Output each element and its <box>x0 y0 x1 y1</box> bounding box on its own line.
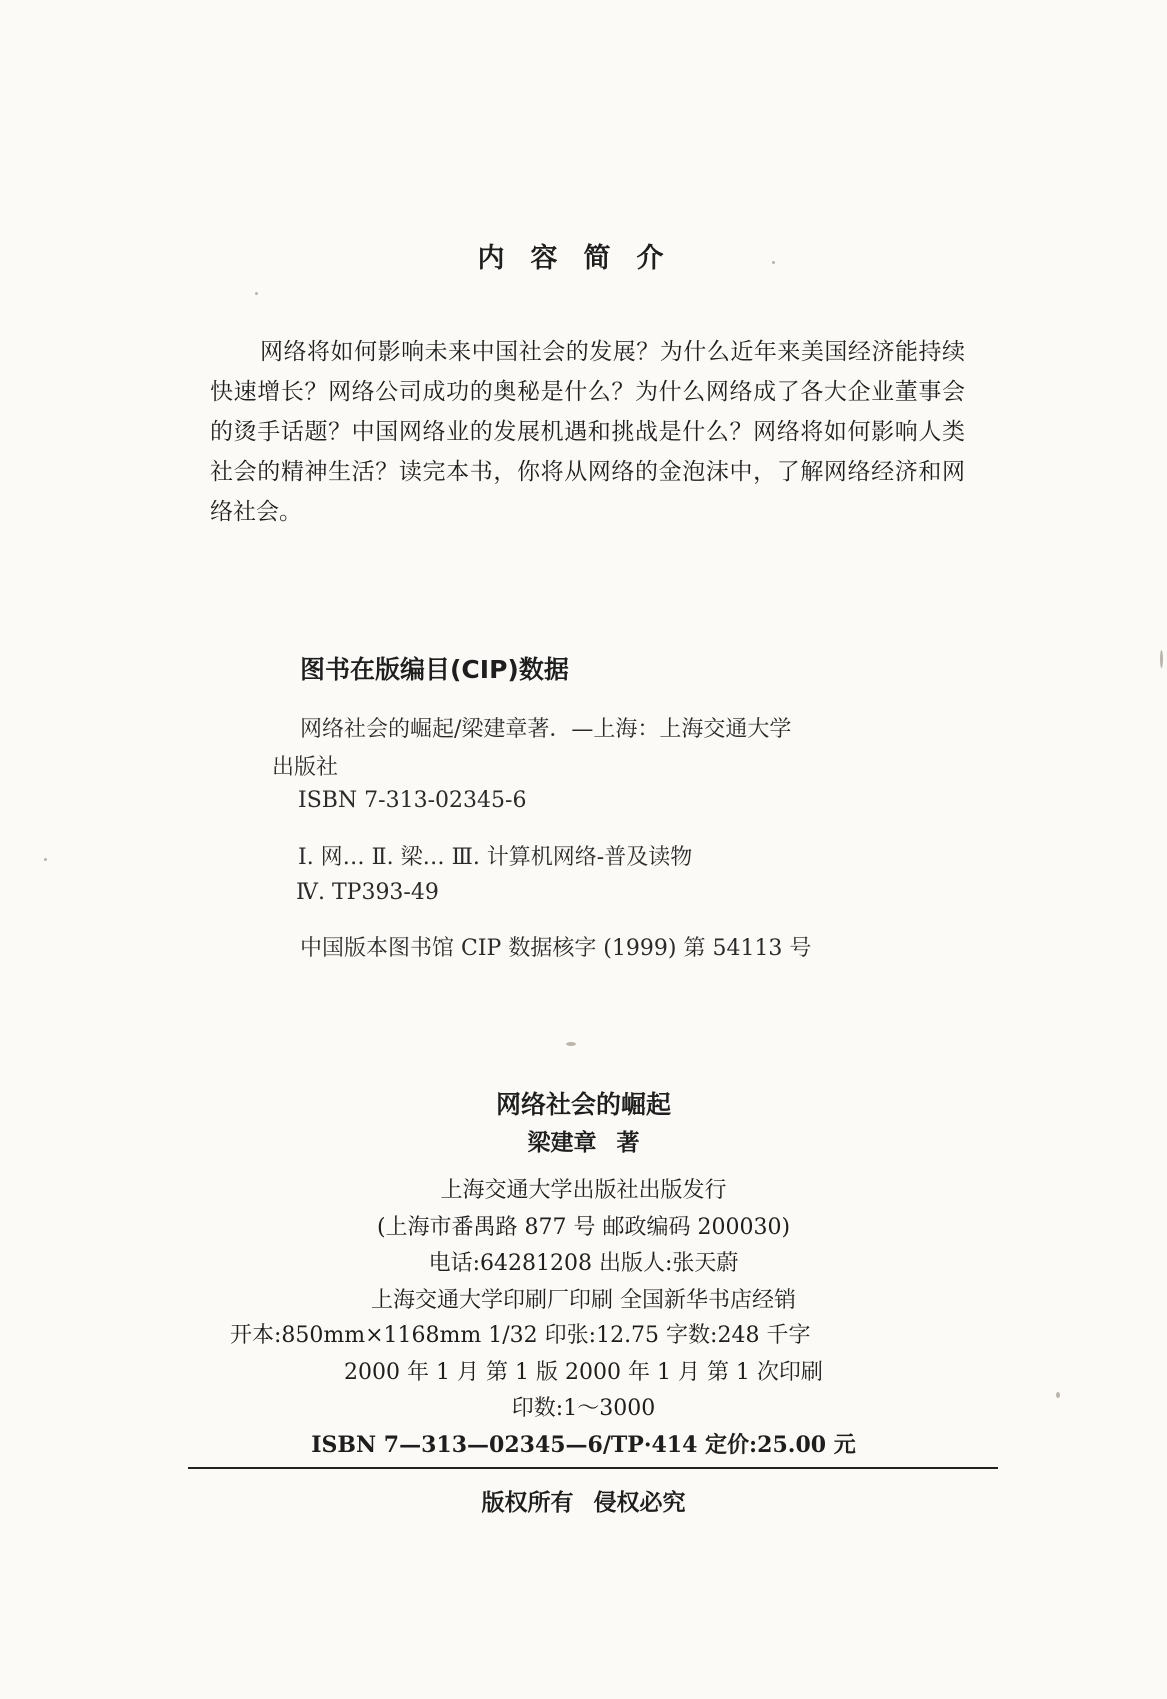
cip-classification: I. 网… Ⅱ. 梁… Ⅲ. 计算机网络-普及读物 <box>298 845 693 870</box>
cip-heading: 图书在版编目(CIP)数据 <box>300 655 569 684</box>
cip-classification-2: Ⅳ. TP393-49 <box>296 880 439 905</box>
summary-text: 网络将如何影响未来中国社会的发展？为什么近年来美国经济能持续快速增长？网络公司成功的奥秘是什么？为什么网络成了各大企业董事会的烫手话题？中国网络业的发展机遇和挑战是什么？网络将如何影响人类社会的精神生活？读完本书，你将从网络的金泡沫中，了解网络经济和网络社会。 <box>210 339 965 525</box>
phone-publisher-line: 电话:64281208 出版人:张天蔚 <box>428 1251 739 1276</box>
summary-heading: 内容简介 <box>477 243 690 274</box>
publisher-line: 上海交通大学出版社出版发行 <box>440 1178 727 1203</box>
scan-speck <box>772 261 775 264</box>
isbn-price-line: ISBN 7—313—02345—6/TP·414 定价:25.00 元 <box>311 1432 856 1458</box>
scan-speck <box>566 1042 576 1046</box>
scan-speck <box>255 292 258 295</box>
address-line: (上海市番禺路 877 号 邮政编码 200030) <box>376 1215 791 1240</box>
divider-rule <box>188 1467 998 1469</box>
cip-isbn: ISBN 7-313-02345-6 <box>298 788 527 813</box>
book-title: 网络社会的崛起 <box>495 1090 671 1119</box>
copyright-notice: 版权所有 侵权必究 <box>481 1490 686 1516</box>
print-run-line: 印数:1～3000 <box>511 1396 656 1421</box>
cip-record: 中国版本图书馆 CIP 数据核字 (1999) 第 54113 号 <box>300 936 812 961</box>
book-author: 梁建章 著 <box>527 1130 640 1156</box>
scan-speck <box>44 858 47 861</box>
edition-line: 2000 年 1 月 第 1 版 2000 年 1 月 第 1 次印刷 <box>344 1360 823 1385</box>
format-line: 开本:850mm×1168mm 1/32 印张:12.75 字数:248 千字 <box>230 1323 811 1348</box>
printer-line: 上海交通大学印刷厂印刷 全国新华书店经销 <box>371 1288 796 1313</box>
cip-line-1: 网络社会的崛起/梁建章著．—上海：上海交通大学 <box>300 717 792 742</box>
cip-line-2: 出版社 <box>272 755 339 780</box>
scan-speck <box>1160 650 1163 668</box>
scan-speck <box>1056 1392 1060 1398</box>
